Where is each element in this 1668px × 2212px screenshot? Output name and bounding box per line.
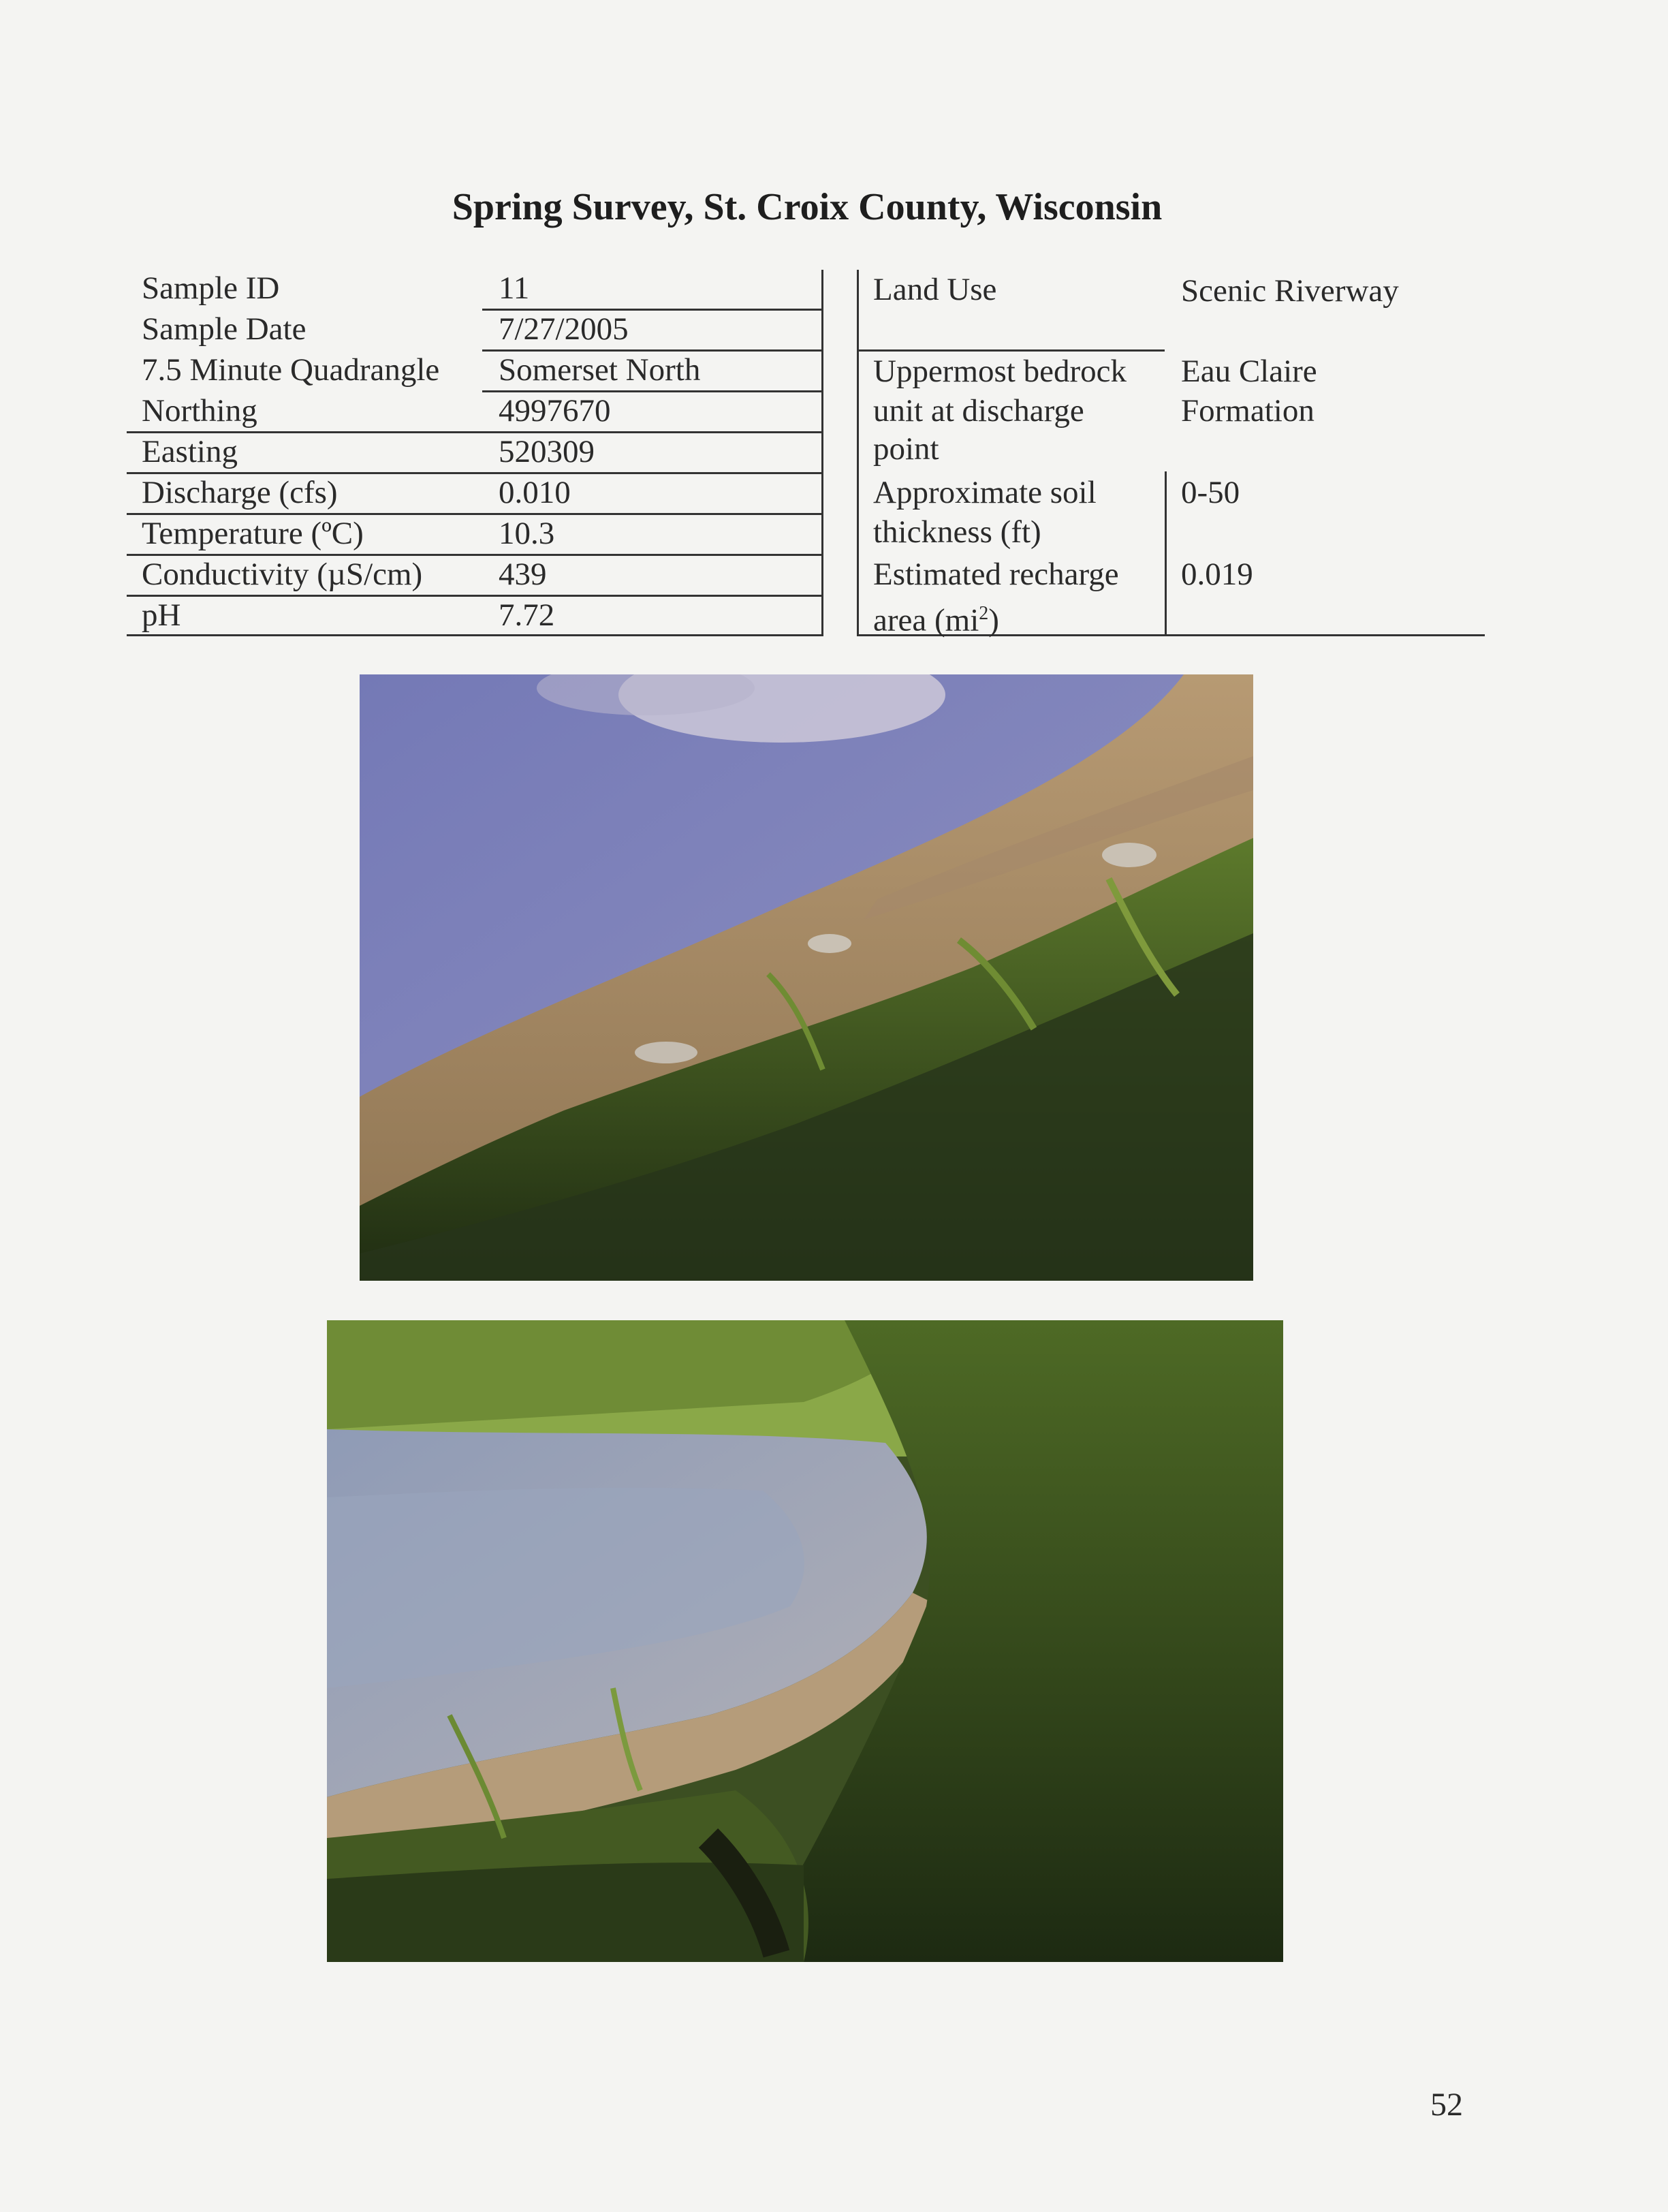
table-rule	[482, 309, 823, 311]
quadrangle-label: 7.5 Minute Quadrangle	[142, 352, 440, 388]
recharge-label-line: Estimated recharge	[873, 557, 1119, 592]
temperature-label: Temperature (ºC)	[142, 516, 364, 551]
table-rule	[127, 554, 823, 556]
bedrock-label-line: point	[873, 431, 939, 467]
soil-label-line: Approximate soil	[873, 475, 1097, 510]
sample-id-label: Sample ID	[142, 270, 280, 306]
table-divider	[821, 270, 823, 636]
bedrock-value-line: Eau Claire	[1181, 354, 1317, 389]
sample-date-value: 7/27/2005	[499, 311, 629, 347]
northing-label: Northing	[142, 393, 257, 429]
page-title: Spring Survey, St. Croix County, Wisconsin	[452, 186, 1163, 228]
river-shoreline-photo	[360, 674, 1253, 1281]
ph-label: pH	[142, 597, 181, 633]
soil-value: 0-50	[1181, 475, 1240, 510]
ph-value: 7.72	[499, 597, 555, 633]
table-rule	[127, 634, 823, 636]
easting-label: Easting	[142, 434, 238, 469]
easting-value: 520309	[499, 434, 595, 469]
bedrock-label-line: unit at discharge	[873, 393, 1084, 429]
sample-id-value: 11	[499, 270, 530, 306]
conductivity-label: Conductivity (µS/cm)	[142, 557, 423, 592]
stream-channel-photo	[327, 1320, 1283, 1962]
sample-date-label: Sample Date	[142, 311, 306, 347]
table-rule	[482, 390, 823, 392]
recharge-value: 0.019	[1181, 557, 1253, 592]
northing-value: 4997670	[499, 393, 611, 429]
temperature-value: 10.3	[499, 516, 555, 551]
table-rule	[127, 431, 823, 433]
quadrangle-value: Somerset North	[499, 352, 701, 388]
table-divider	[857, 270, 859, 636]
land-use-label: Land Use	[873, 272, 997, 307]
bedrock-value-line: Formation	[1181, 393, 1315, 429]
table-rule	[127, 513, 823, 515]
page-number: 52	[1430, 2087, 1463, 2123]
river-shoreline-image	[360, 674, 1253, 1281]
table-rule	[127, 472, 823, 474]
soil-label-line: thickness (ft)	[873, 514, 1041, 550]
land-use-value: Scenic Riverway	[1181, 273, 1399, 309]
conductivity-value: 439	[499, 557, 547, 592]
recharge-label-line: area $(mi^2)$	[873, 602, 999, 638]
table-divider	[1165, 471, 1167, 636]
table-rule	[482, 349, 823, 352]
bedrock-label-line: Uppermost bedrock	[873, 354, 1127, 389]
superscript: 2	[979, 603, 989, 624]
discharge-value: 0.010	[499, 475, 571, 510]
discharge-label: Discharge (cfs)	[142, 475, 338, 510]
stream-channel-image	[327, 1320, 1283, 1962]
table-rule	[127, 595, 823, 597]
